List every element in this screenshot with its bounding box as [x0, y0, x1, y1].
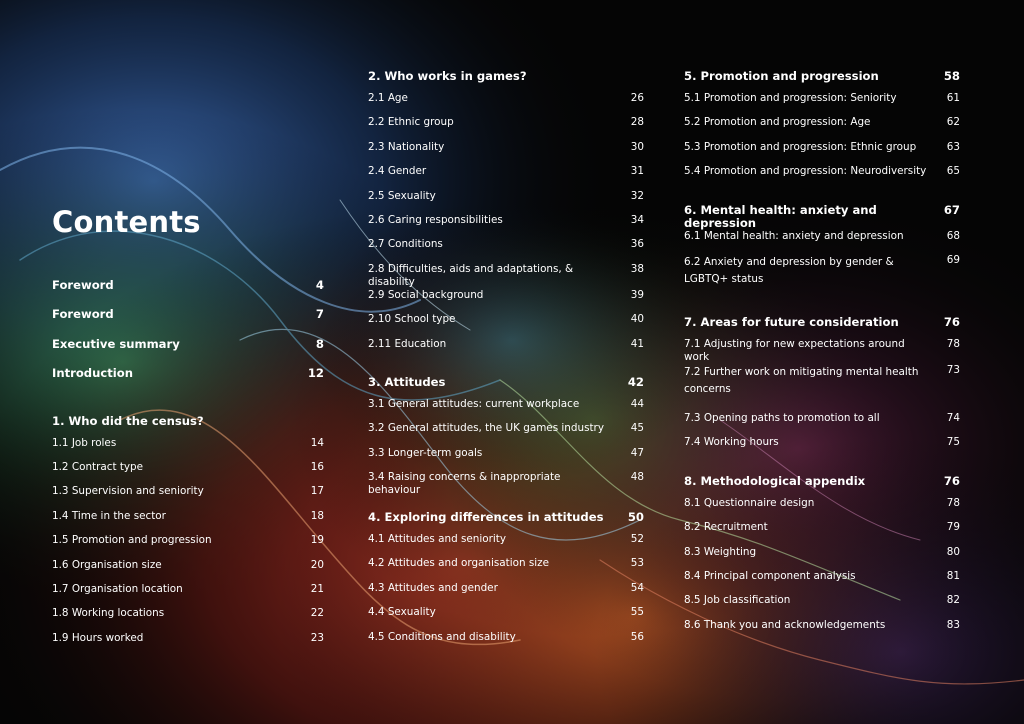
toc-entry[interactable] — [684, 230, 960, 254]
toc-section-heading[interactable] — [52, 308, 324, 337]
toc-page-number: 7 — [315, 307, 324, 322]
toc-entry[interactable] — [52, 437, 324, 461]
toc-entry-label: 3.1 General attitudes: current workplace — [368, 397, 580, 410]
toc-page-number: 40 — [630, 313, 644, 326]
toc-entry[interactable] — [52, 485, 324, 509]
toc-page-number: 16 — [310, 460, 324, 473]
toc-section — [368, 511, 644, 655]
toc-heading-label: 1. Who did the census? — [52, 413, 204, 428]
toc-page-number: 53 — [630, 557, 644, 570]
toc-entry[interactable] — [368, 606, 644, 630]
toc-entry[interactable] — [368, 471, 644, 497]
toc-page-number: 31 — [630, 165, 644, 178]
toc-entry[interactable] — [368, 165, 644, 189]
toc-page-number: 74 — [946, 411, 960, 424]
toc-entry[interactable] — [368, 289, 644, 313]
toc-heading-label: 3. Attitudes — [368, 374, 446, 389]
toc-page-number: 61 — [946, 92, 960, 104]
toc-entry[interactable] — [684, 594, 960, 618]
toc-entry-label: 1.2 Contract type — [52, 460, 144, 473]
toc-entry-label: 1.7 Organisation location — [52, 582, 183, 595]
toc-section-heading[interactable] — [52, 338, 324, 367]
toc-entry[interactable] — [368, 631, 644, 655]
toc-page-number: 81 — [946, 569, 960, 582]
toc-heading-label: 6. Mental health: anxiety and depression — [684, 202, 877, 230]
toc-page-number: 30 — [630, 140, 644, 153]
toc-heading-label: 8. Methodological appendix — [684, 473, 866, 488]
contents-column-1 — [52, 279, 324, 656]
toc-entry-label: 8.5 Job classification — [684, 594, 791, 607]
toc-section-heading[interactable] — [684, 204, 960, 230]
toc-page-number: 4 — [315, 278, 324, 292]
toc-section — [684, 70, 960, 190]
toc-entry[interactable] — [368, 190, 644, 214]
toc-page-number: 50 — [627, 510, 644, 525]
toc-entry[interactable] — [684, 254, 960, 302]
toc-entry-label: 3.3 Longer-term goals — [368, 446, 483, 459]
toc-section-heading[interactable] — [368, 376, 644, 398]
toc-page-number: 78 — [946, 337, 960, 350]
toc-entry-label: 1.9 Hours worked — [52, 631, 144, 644]
toc-entry-label: 8.2 Recruitment — [684, 521, 768, 534]
toc-entry-label: 2.9 Social background — [368, 288, 484, 301]
toc-entry[interactable] — [684, 521, 960, 545]
toc-section — [368, 70, 644, 362]
toc-heading-label: 5. Promotion and progression — [684, 69, 879, 83]
toc-page-number: 8 — [315, 336, 324, 351]
toc-page-number: 17 — [310, 485, 324, 498]
toc-page-number: 20 — [310, 558, 324, 571]
toc-entry-label: 7.2 Further work on mitigating mental health concerns — [684, 365, 919, 395]
toc-page-number: 26 — [630, 92, 644, 104]
toc-entry[interactable] — [368, 214, 644, 238]
toc-page-number: 14 — [310, 436, 324, 449]
toc-entry-label: 2.10 School type — [368, 313, 456, 326]
toc-entry-label: 1.3 Supervision and seniority — [52, 485, 204, 498]
toc-page-number: 63 — [946, 140, 960, 153]
toc-page-number: 28 — [630, 116, 644, 129]
toc-entry-label: 7.3 Opening paths to promotion to all — [684, 411, 880, 424]
toc-entry-label: 2.5 Sexuality — [368, 189, 436, 202]
section-spacer — [52, 397, 324, 415]
toc-entry-label: 8.4 Principal component analysis — [684, 569, 856, 582]
toc-entry[interactable] — [684, 497, 960, 521]
toc-entry[interactable] — [368, 447, 644, 471]
toc-entry[interactable] — [368, 116, 644, 140]
toc-page-number: 78 — [946, 496, 960, 509]
toc-entry[interactable] — [52, 510, 324, 534]
toc-entry[interactable] — [368, 238, 644, 262]
toc-entry-label: 4.1 Attitudes and seniority — [368, 533, 507, 546]
toc-heading-label: Executive summary — [52, 336, 180, 351]
toc-entry-label: 1.1 Job roles — [52, 436, 117, 449]
toc-page-number: 73 — [946, 363, 960, 376]
toc-entry-label: 2.3 Nationality — [368, 140, 445, 153]
toc-page-number: 68 — [946, 229, 960, 242]
toc-entry[interactable] — [52, 534, 324, 558]
toc-entry[interactable] — [684, 619, 960, 643]
toc-page-number: 23 — [310, 631, 324, 644]
toc-entry[interactable] — [368, 398, 644, 422]
toc-entry-label: 4.3 Attitudes and gender — [368, 581, 498, 594]
toc-entry[interactable] — [368, 582, 644, 606]
toc-entry-label: 3.2 General attitudes, the UK games industry — [368, 422, 604, 435]
toc-entry[interactable] — [684, 412, 960, 436]
toc-page-number: 55 — [630, 606, 644, 619]
toc-entry-label: 2.2 Ethnic group — [368, 116, 454, 129]
toc-page-number: 79 — [946, 521, 960, 534]
toc-entry-label: 2.6 Caring responsibilities — [368, 213, 503, 226]
toc-page-number: 62 — [946, 116, 960, 129]
toc-heading-label: Introduction — [52, 366, 133, 381]
toc-entry-label: 2.11 Education — [368, 337, 447, 350]
toc-section — [684, 204, 960, 302]
toc-entry[interactable] — [684, 116, 960, 140]
toc-entry[interactable] — [368, 422, 644, 446]
toc-entry[interactable] — [684, 141, 960, 165]
toc-entry[interactable] — [368, 92, 644, 116]
toc-entry-label: 8.1 Questionnaire design — [684, 496, 815, 509]
toc-section — [684, 316, 960, 461]
toc-heading-label: 4. Exploring differences in attitudes — [368, 510, 604, 525]
toc-entry[interactable] — [52, 607, 324, 631]
toc-section-heading[interactable] — [684, 70, 960, 92]
toc-page-number: 22 — [310, 607, 324, 620]
toc-entry[interactable] — [684, 92, 960, 116]
toc-entry-label: 4.2 Attitudes and organisation size — [368, 557, 550, 570]
toc-entry-label: 2.1 Age — [368, 92, 408, 104]
toc-entry[interactable] — [684, 364, 960, 412]
toc-page-number: 42 — [627, 374, 644, 389]
toc-entry-label: 2.4 Gender — [368, 165, 427, 178]
toc-page-number: 56 — [630, 630, 644, 643]
toc-heading-label: 7. Areas for future consideration — [684, 314, 899, 329]
toc-page-number: 47 — [630, 446, 644, 459]
toc-entry-label: 6.2 Anxiety and depression by gender & LGBTQ+ status — [684, 255, 894, 285]
toc-entry-label: 6.1 Mental health: anxiety and depression — [684, 229, 904, 242]
toc-page-number: 69 — [946, 253, 960, 266]
toc-entry-label: 3.4 Raising concerns & inappropriate behaviour — [368, 471, 561, 497]
toc-page-number: 18 — [310, 509, 324, 522]
toc-entry[interactable] — [52, 461, 324, 485]
toc-entry[interactable] — [684, 165, 960, 189]
toc-entry-label: 1.8 Working locations — [52, 607, 165, 620]
toc-entry[interactable] — [368, 313, 644, 337]
toc-page-number: 58 — [943, 69, 960, 83]
toc-page-number: 67 — [943, 202, 960, 217]
toc-page-number: 12 — [307, 366, 324, 381]
toc-entry[interactable] — [368, 141, 644, 165]
toc-section-heading[interactable] — [368, 511, 644, 533]
toc-section-heading[interactable] — [684, 316, 960, 338]
toc-page-number: 39 — [630, 288, 644, 301]
toc-entry[interactable] — [368, 263, 644, 289]
toc-entry-label: 4.4 Sexuality — [368, 606, 436, 619]
toc-section-heading[interactable] — [684, 475, 960, 497]
contents-column-2 — [368, 70, 644, 655]
toc-page-number: 76 — [943, 314, 960, 329]
toc-entry[interactable] — [684, 436, 960, 460]
toc-page-number: 65 — [946, 165, 960, 178]
toc-page-number: 52 — [630, 533, 644, 546]
toc-page-number: 34 — [630, 213, 644, 226]
toc-entry-label: 7.1 Adjusting for new expectations around work — [684, 337, 905, 363]
toc-page-number: 75 — [946, 436, 960, 449]
toc-section — [684, 475, 960, 643]
toc-heading-label: Foreword — [52, 278, 114, 292]
toc-entry[interactable] — [368, 557, 644, 581]
toc-section-heading[interactable] — [52, 279, 324, 308]
toc-entry-label: 2.8 Difficulties, aids and adaptations, & disability — [368, 262, 574, 288]
toc-entry-label: 5.1 Promotion and progression: Seniority — [684, 92, 897, 104]
toc-entry-label: 8.6 Thank you and acknowledgements — [684, 618, 886, 631]
toc-page-number: 76 — [943, 473, 960, 488]
toc-entry-label: 1.6 Organisation size — [52, 558, 162, 571]
toc-page-number: 80 — [946, 545, 960, 558]
toc-entry[interactable] — [684, 546, 960, 570]
toc-entry-label: 4.5 Conditions and disability — [368, 630, 516, 643]
toc-entry-label: 2.7 Conditions — [368, 238, 443, 251]
toc-page-number: 19 — [310, 534, 324, 547]
contents-column-3 — [684, 70, 960, 643]
toc-section-heading[interactable] — [52, 367, 324, 396]
toc-page-number: 83 — [946, 618, 960, 631]
toc-page-number: 54 — [630, 581, 644, 594]
toc-entry[interactable] — [52, 583, 324, 607]
toc-heading-label: 2. Who works in games? — [368, 69, 527, 83]
toc-page-number: 21 — [310, 582, 324, 595]
toc-entry[interactable] — [368, 338, 644, 362]
toc-page-number: 32 — [630, 189, 644, 202]
toc-page-number: 82 — [946, 594, 960, 607]
toc-entry[interactable] — [52, 559, 324, 583]
toc-page-number: 44 — [630, 397, 644, 410]
toc-page-number: 48 — [630, 471, 644, 484]
toc-section-heading[interactable] — [52, 415, 324, 437]
toc-page-number: 41 — [630, 337, 644, 350]
toc-entry-label: 5.2 Promotion and progression: Age — [684, 116, 871, 129]
toc-section-heading[interactable] — [368, 70, 644, 92]
toc-page-number: 38 — [630, 262, 644, 275]
toc-heading-label: Foreword — [52, 307, 114, 322]
toc-page-number: 45 — [630, 422, 644, 435]
toc-entry-label: 1.5 Promotion and progression — [52, 534, 212, 547]
toc-entry[interactable] — [52, 632, 324, 656]
page-title: Contents — [52, 205, 201, 239]
toc-entry-label: 5.4 Promotion and progression: Neurodiversity — [684, 165, 927, 178]
toc-entry-label: 1.4 Time in the sector — [52, 509, 166, 522]
toc-entry-label: 5.3 Promotion and progression: Ethnic group — [684, 140, 917, 153]
toc-page-number: 36 — [630, 238, 644, 251]
toc-section — [368, 376, 644, 497]
toc-entry[interactable] — [368, 533, 644, 557]
toc-entry-label: 8.3 Weighting — [684, 545, 757, 558]
toc-entry[interactable] — [684, 338, 960, 364]
toc-entry[interactable] — [684, 570, 960, 594]
toc-entry-label: 7.4 Working hours — [684, 436, 779, 449]
